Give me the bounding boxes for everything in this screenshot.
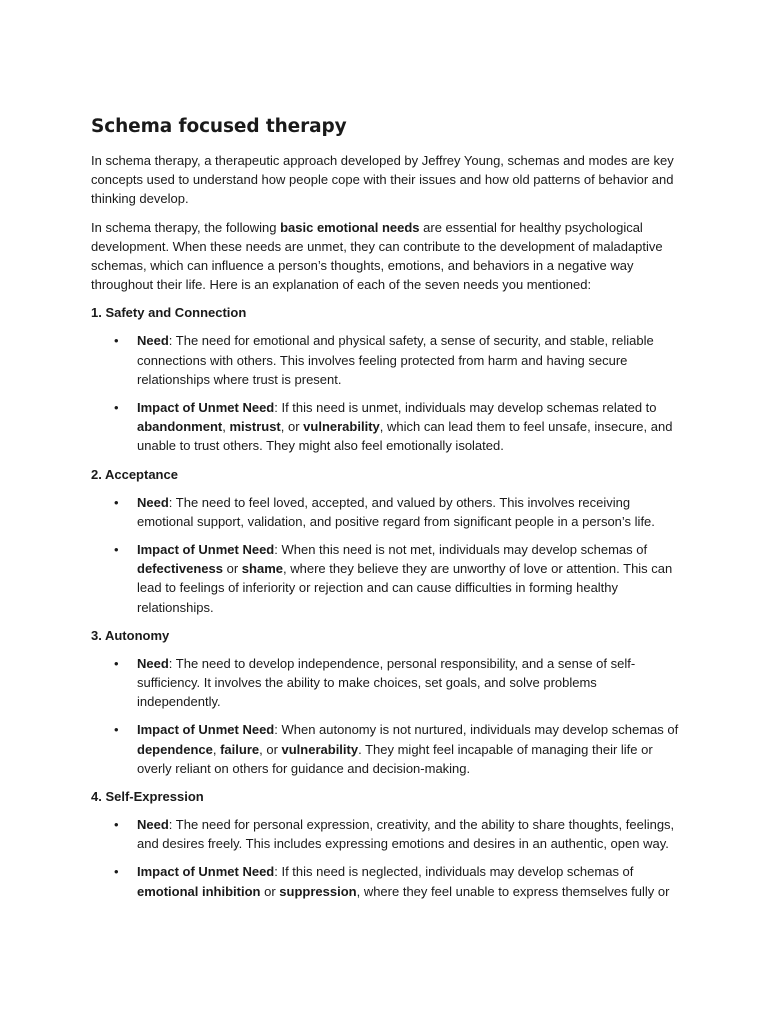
schema-term: emotional inhibition — [137, 883, 261, 899]
section-heading: 3. Autonomy — [91, 627, 170, 643]
bullet-list — [91, 331, 681, 455]
impact-label: Impact of Unmet Need — [137, 400, 275, 416]
impact-text: or — [223, 561, 242, 577]
need-label: Need — [137, 494, 169, 510]
needs-paragraph-bold: basic emotional needs — [280, 219, 420, 235]
schema-term: dependence — [137, 741, 213, 757]
need-text: : The need for emotional and physical safety, a sense of security, and stable, reliable connections with others. This involves feeling protected from harm and having secure relationships where trust is present. — [137, 333, 654, 387]
schema-term: vulnerability — [281, 741, 359, 757]
schema-term: shame — [241, 561, 283, 577]
list-item — [91, 815, 681, 853]
schema-term: vulnerability — [303, 419, 380, 435]
list-item — [91, 540, 681, 617]
need-label: Need — [137, 817, 169, 833]
impact-text: , where they feel unable to express themselves fully or — [356, 883, 670, 899]
section-heading: 4. Self-Expression — [91, 789, 204, 805]
needs-paragraph-text: In schema therapy, the following — [91, 219, 281, 235]
bullet-list — [91, 493, 681, 617]
section-heading: 2. Acceptance — [91, 466, 178, 482]
bullet-list — [91, 654, 681, 778]
need-label: Need — [137, 333, 169, 349]
need-text: : The need for personal expression, creativity, and the ability to share thoughts, feelings, and desires freely. This includes expressing emotions and desires in an authentic, open way. — [137, 817, 675, 852]
list-item — [91, 493, 681, 531]
impact-text: or — [260, 883, 280, 899]
need-label: Need — [137, 655, 169, 671]
impact-text: : When autonomy is not nurtured, individuals may develop schemas of — [274, 722, 679, 738]
bullet-icon: • — [114, 494, 119, 510]
list-item — [91, 862, 681, 900]
list-item — [91, 398, 681, 456]
intro-paragraph: In schema therapy, a therapeutic approach developed by Jeffrey Young, schemas and modes are key concepts used to understand how people cope with their issues and how old patterns of behavior and thinking develop. — [91, 153, 674, 207]
schema-term: failure — [220, 741, 260, 757]
schema-term: suppression — [279, 883, 357, 899]
bullet-icon: • — [114, 864, 119, 880]
schema-term: defectiveness — [137, 561, 223, 577]
impact-text: , — [222, 419, 230, 435]
impact-text: , — [212, 741, 221, 757]
page-title: Schema focused therapy — [91, 116, 347, 137]
impact-text: : If this need is unmet, individuals may develop schemas related to — [274, 400, 657, 416]
section-heading: 1. Safety and Connection — [91, 305, 247, 321]
impact-label: Impact of Unmet Need — [137, 542, 275, 558]
list-item — [91, 331, 681, 389]
impact-label: Impact of Unmet Need — [137, 864, 275, 880]
impact-text: , which can lead them to feel unsafe, insecure, and unable to trust others. They might also feel emotionally isolated. — [137, 419, 673, 454]
bullet-icon: • — [114, 655, 119, 671]
impact-label: Impact of Unmet Need — [137, 722, 275, 738]
need-text: : The need to develop independence, personal responsibility, and a sense of self-sufficiency. It involves the ability to make choices, set goals, and solve problems independently. — [137, 655, 636, 710]
bullet-icon: • — [114, 400, 119, 416]
impact-text: : When this need is not met, individuals may develop schemas of — [274, 542, 648, 558]
schema-term: mistrust — [229, 419, 281, 435]
impact-text: , where they believe they are unworthy of love or attention. This can lead to feelings of inferiority or rejection and can cause difficulties in forming healthy relationships. — [137, 561, 673, 615]
bullet-icon: • — [114, 542, 119, 558]
impact-text: , or — [259, 741, 282, 757]
needs-paragraph — [91, 218, 681, 295]
bullet-icon: • — [114, 722, 119, 738]
schema-term: abandonment — [137, 419, 223, 435]
impact-text: : If this need is neglected, individuals may develop schemas of — [274, 864, 634, 880]
bullet-list — [91, 815, 681, 901]
needs-paragraph-text: are essential for healthy psychological development. When these needs are unmet, they can contribute to the development of maladaptive schemas, which can influence a person’s thoughts, emotions, and behaviors in a negative way throughout their life. Here is an explanation of each of the seven needs you mentioned: — [91, 219, 663, 293]
impact-text: , or — [280, 419, 304, 435]
bullet-icon: • — [114, 817, 119, 833]
list-item — [91, 654, 681, 712]
bullet-icon: • — [114, 333, 119, 349]
need-text: : The need to feel loved, accepted, and valued by others. This involves receiving emotional support, validation, and positive regard from significant people in a person’s life. — [137, 494, 655, 529]
list-item — [91, 720, 681, 778]
impact-text: . They might feel incapable of managing their life or overly reliant on others for guidance and decision-making. — [137, 741, 653, 776]
document-page — [91, 116, 681, 910]
